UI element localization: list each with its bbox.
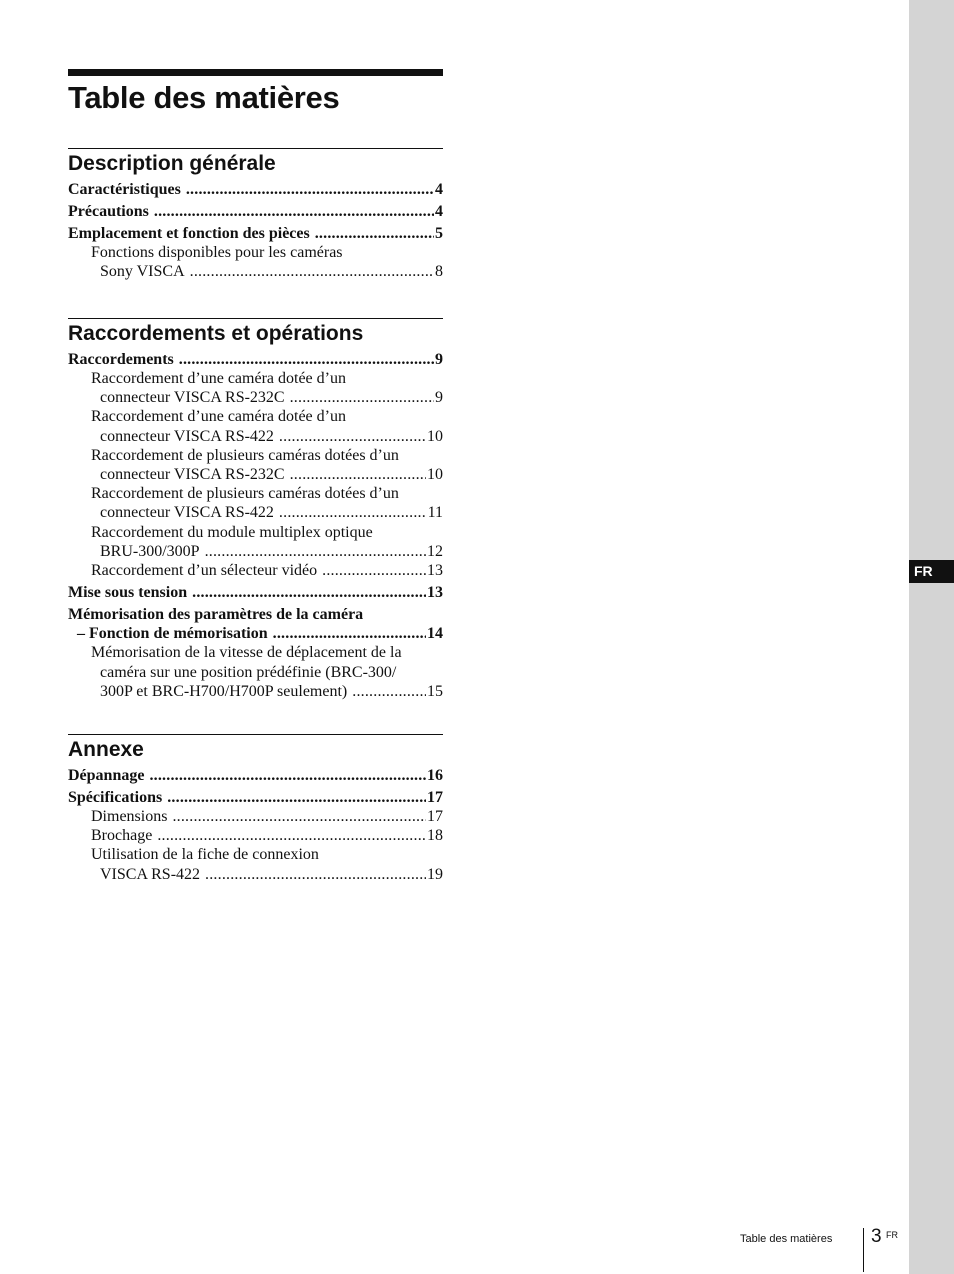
section-title: Annexe: [68, 738, 144, 761]
toc-section-annexe: [68, 734, 443, 884]
toc-page-number: 4: [435, 180, 443, 198]
toc-entry[interactable]: [68, 826, 443, 845]
toc-entry-text: connecteur VISCA RS-232C: [100, 466, 285, 484]
dot-leader: [167, 788, 426, 807]
toc-entry-text: Brochage: [91, 827, 153, 845]
dot-leader: [154, 202, 434, 221]
toc-page-number: 11: [427, 504, 443, 522]
toc-entry-text: Dimensions: [91, 808, 168, 825]
toc-entry[interactable]: [68, 407, 443, 445]
toc-entry[interactable]: [68, 807, 443, 826]
toc-entry-text: Mémorisation de la vitesse de déplacement de la: [91, 644, 402, 662]
language-tab: FR: [909, 560, 954, 583]
dot-leader: [352, 682, 426, 701]
footer-label: Table des matières: [740, 1233, 833, 1245]
toc-page-number: 9: [435, 389, 443, 407]
toc-entry-text: Raccordement d’une caméra dotée d’un: [91, 408, 346, 426]
toc-entry-text: – Fonction de mémorisation: [77, 625, 268, 643]
toc-page-number: 9: [435, 350, 443, 368]
toc-entry[interactable]: [68, 523, 443, 561]
dot-leader: [172, 807, 426, 826]
toc-section-raccordements: [68, 318, 443, 701]
toc-page-number: 14: [427, 625, 443, 643]
toc-entry-text: Utilisation de la fiche de connexion: [91, 846, 319, 864]
toc-page-number: 13: [427, 584, 443, 602]
dot-leader: [179, 350, 434, 369]
toc-entry[interactable]: [68, 369, 443, 407]
side-margin-strip: [909, 0, 954, 1274]
dot-leader: [205, 542, 426, 561]
dot-leader: [279, 427, 426, 446]
dot-leader: [149, 766, 426, 785]
toc-entry[interactable]: [68, 643, 443, 701]
toc-entry[interactable]: [68, 766, 443, 785]
dot-leader: [157, 826, 426, 845]
footer-rule: [863, 1228, 864, 1272]
toc-entry[interactable]: [68, 845, 443, 883]
toc-entry-text: BRU-300/300P: [100, 542, 200, 560]
dot-leader: [273, 624, 426, 643]
section-title: Raccordements et opérations: [68, 322, 364, 345]
dot-leader: [190, 262, 434, 281]
dot-leader: [186, 180, 434, 199]
toc-entry-text: Mise sous tension: [68, 584, 188, 602]
dot-leader: [315, 224, 434, 243]
toc-entry-text: Raccordement du module multiplex optique: [91, 523, 373, 541]
toc-entry[interactable]: [68, 202, 443, 221]
toc-entry-text: Emplacement et fonction des pièces: [68, 224, 310, 242]
toc-section-description: [68, 148, 443, 281]
toc-entry[interactable]: [68, 561, 443, 580]
toc-entry-text: Fonctions disponibles pour les caméras: [91, 244, 343, 261]
toc-page-number: 4: [435, 202, 443, 220]
toc-entry-text: connecteur VISCA RS-422: [100, 504, 274, 522]
toc-page-number: 16: [427, 766, 443, 784]
dot-leader: [205, 865, 426, 884]
toc-page-number: 19: [427, 865, 443, 883]
dot-leader: [290, 388, 434, 407]
toc-entry[interactable]: [68, 350, 443, 369]
toc-entry-text: Raccordement de plusieurs caméras dotées d’un: [91, 485, 399, 503]
toc-entry[interactable]: [68, 243, 443, 281]
toc-entry-text: Raccordements: [68, 350, 174, 368]
toc-entry-text: Précautions: [68, 202, 149, 220]
toc-entry[interactable]: [68, 788, 443, 807]
toc-entry-text: Spécifications: [68, 788, 163, 806]
toc-entry-text: Raccordement d’une caméra dotée d’un: [91, 370, 346, 387]
toc-page-number: 10: [427, 427, 443, 445]
toc-entry[interactable]: [68, 224, 443, 243]
toc-entry-text: caméra sur une position prédéfinie (BRC-300/: [100, 663, 397, 681]
toc-entry[interactable]: [68, 484, 443, 522]
dot-leader: [322, 561, 426, 580]
toc-page-number: 18: [427, 827, 443, 845]
toc-entry-text: Raccordement d’un sélecteur vidéo: [91, 562, 318, 580]
toc-entry-text: Dépannage: [68, 766, 145, 784]
page-title: Table des matières: [68, 80, 340, 115]
toc-page-number: 12: [427, 542, 443, 560]
toc-entry[interactable]: [68, 605, 443, 643]
toc-page-number: 17: [427, 788, 443, 806]
toc-entry-text: Caractéristiques: [68, 180, 181, 198]
toc-page-number: 17: [427, 808, 443, 825]
page-number-suffix: FR: [886, 1230, 898, 1240]
toc-entry[interactable]: [68, 446, 443, 484]
toc-entry-text: Mémorisation des paramètres de la caméra: [68, 606, 364, 624]
toc-page-number: 5: [435, 224, 443, 242]
toc-entry-text: Sony VISCA: [100, 263, 185, 281]
title-rule: [68, 69, 443, 76]
toc-page-number: 8: [435, 263, 443, 281]
toc-entry-text: connecteur VISCA RS-422: [100, 427, 274, 445]
toc-entry-text: 300P et BRC-H700/H700P seulement): [100, 682, 348, 700]
toc-entry[interactable]: [68, 583, 443, 602]
dot-leader: [279, 503, 427, 522]
dot-leader: [290, 465, 426, 484]
section-title: Description générale: [68, 152, 276, 175]
toc-entry[interactable]: [68, 180, 443, 199]
toc-entry-text: Raccordement de plusieurs caméras dotées d’un: [91, 446, 399, 464]
toc-page-number: 13: [427, 562, 443, 580]
toc-page-number: 10: [427, 466, 443, 484]
dot-leader: [192, 583, 426, 602]
page-number: 3: [871, 1226, 882, 1247]
toc-page-number: 15: [427, 682, 443, 700]
toc-entry-text: connecteur VISCA RS-232C: [100, 389, 285, 407]
toc-entry-text: VISCA RS-422: [100, 865, 201, 883]
